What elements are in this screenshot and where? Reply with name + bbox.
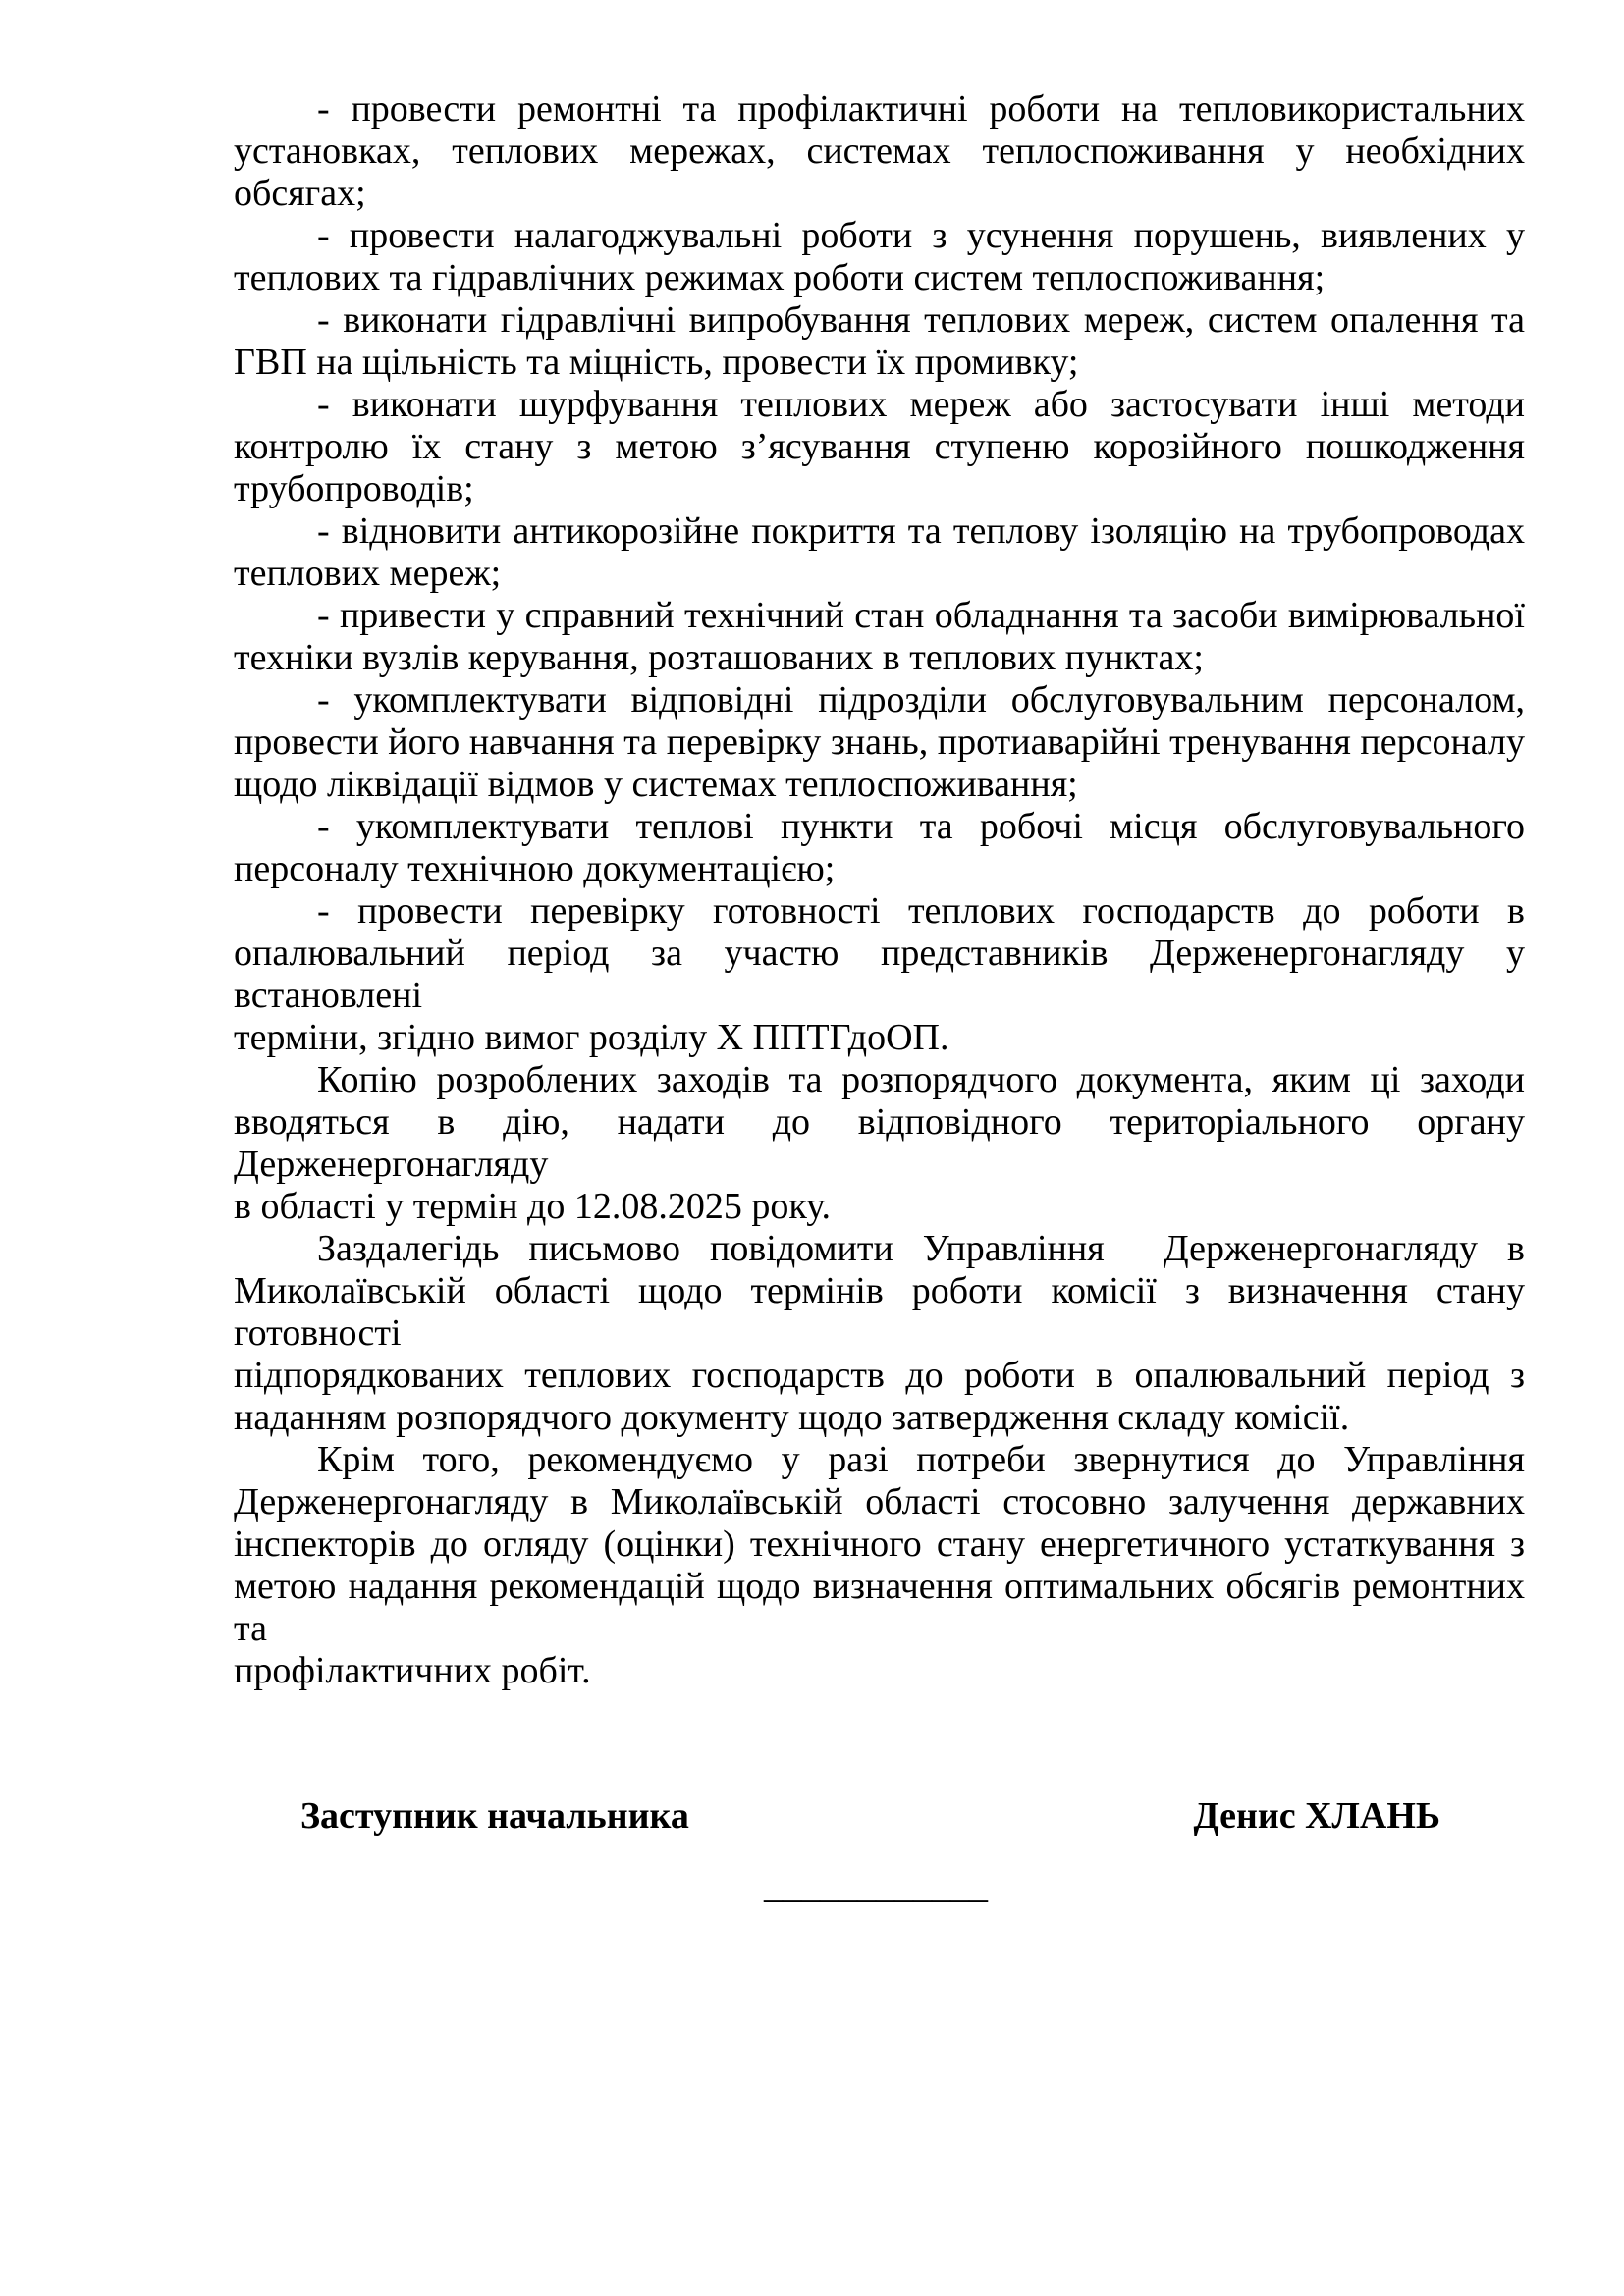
text-line: персоналу технічною документацією; (234, 848, 836, 889)
paragraph (234, 1439, 1525, 1692)
text-line: - виконати гідравлічні випробування теплових мереж, систем опалення та (317, 299, 1525, 341)
paragraph (234, 806, 1525, 890)
text-line: профілактичних робіт. (234, 1650, 591, 1691)
text-line: Держенергонагляду в Миколаївській області стосовно залучення державних (234, 1481, 1525, 1522)
text-line: інспекторів до огляду (оцінки) технічного стану енергетичного устаткування з (234, 1523, 1525, 1565)
text-line: - провести налагоджувальні роботи з усунення порушень, виявлених у (317, 215, 1525, 256)
text-line: установках, теплових мережах, системах теплоспоживання у необхідних обсягах; (234, 131, 1525, 214)
text-line: вводяться в дію, надати до відповідного територіального органу Держенергонагляду (234, 1101, 1525, 1185)
text-line: Заздалегідь письмово повідомити Управління Держенергонагляду в (317, 1228, 1525, 1269)
paragraph (234, 679, 1525, 806)
text-line: теплових та гідравлічних режимах роботи систем теплоспоживання; (234, 257, 1326, 298)
paragraph (234, 215, 1525, 299)
signature-row (234, 1795, 1525, 1838)
signature-underline: ____________ (764, 1865, 988, 1906)
paragraph (234, 890, 1525, 1059)
paragraph (234, 299, 1525, 384)
paragraph (234, 510, 1525, 595)
text-line: терміни, згідно вимог розділу Х ППТГдоОП. (234, 1017, 949, 1058)
paragraph (234, 384, 1525, 510)
text-line: Копію розроблених заходів та розпорядчого документа, яким ці заходи (317, 1059, 1525, 1100)
text-line: - укомплектувати відповідні підрозділи обслуговувальним персоналом, (317, 679, 1525, 721)
paragraph (234, 1059, 1525, 1228)
paragraph (234, 1228, 1525, 1439)
text-line: - провести ремонтні та профілактичні роботи на тепловикористальних (317, 88, 1525, 130)
text-line: - виконати шурфування теплових мереж або застосувати інші методи (317, 384, 1525, 425)
text-line: провести його навчання та перевірку знань, протиаварійні тренування персоналу (234, 721, 1525, 763)
paragraph (234, 595, 1525, 679)
text-line: контролю їх стану з метою з’ясування ступеню корозійного пошкодження (234, 426, 1525, 467)
signature-title: Заступник начальника (300, 1795, 689, 1837)
text-line: - провести перевірку готовності теплових господарств до роботи в (317, 890, 1525, 932)
text-line: трубопроводів; (234, 468, 474, 509)
text-line: метою надання рекомендацій щодо визначення оптимальних обсягів ремонтних та (234, 1566, 1525, 1649)
text-line: Миколаївській області щодо термінів роботи комісії з визначення стану готовності (234, 1270, 1525, 1354)
text-line: - відновити антикорозійне покриття та теплову ізоляцію на трубопроводах (317, 510, 1525, 552)
text-line: наданням розпорядчого документу щодо затвердження складу комісії. (234, 1397, 1350, 1438)
text-line: опалювальний період за участю представників Держенергонагляду у встановлені (234, 933, 1525, 1016)
paragraph (234, 88, 1525, 215)
document-body (234, 88, 1525, 1692)
text-line: техніки вузлів керування, розташованих в теплових пунктах; (234, 637, 1204, 678)
text-line: підпорядкованих теплових господарств до роботи в опалювальний період з (234, 1355, 1525, 1396)
text-line: - укомплектувати теплові пункти та робочі місця обслуговувального (317, 806, 1525, 847)
signature-name: Денис ХЛАНЬ (1193, 1795, 1440, 1837)
text-line: - привести у справний технічний стан обладнання та засоби вимірювальної (317, 595, 1525, 636)
text-line: теплових мереж; (234, 553, 502, 594)
text-line: щодо ліквідації відмов у системах теплоспоживання; (234, 764, 1078, 805)
text-line: в області у термін до 12.08.2025 року. (234, 1186, 831, 1227)
text-line: Крім того, рекомендуємо у разі потреби звернутися до Управління (317, 1439, 1525, 1480)
text-line: ГВП на щільність та міцність, провести їх промивку; (234, 342, 1079, 383)
